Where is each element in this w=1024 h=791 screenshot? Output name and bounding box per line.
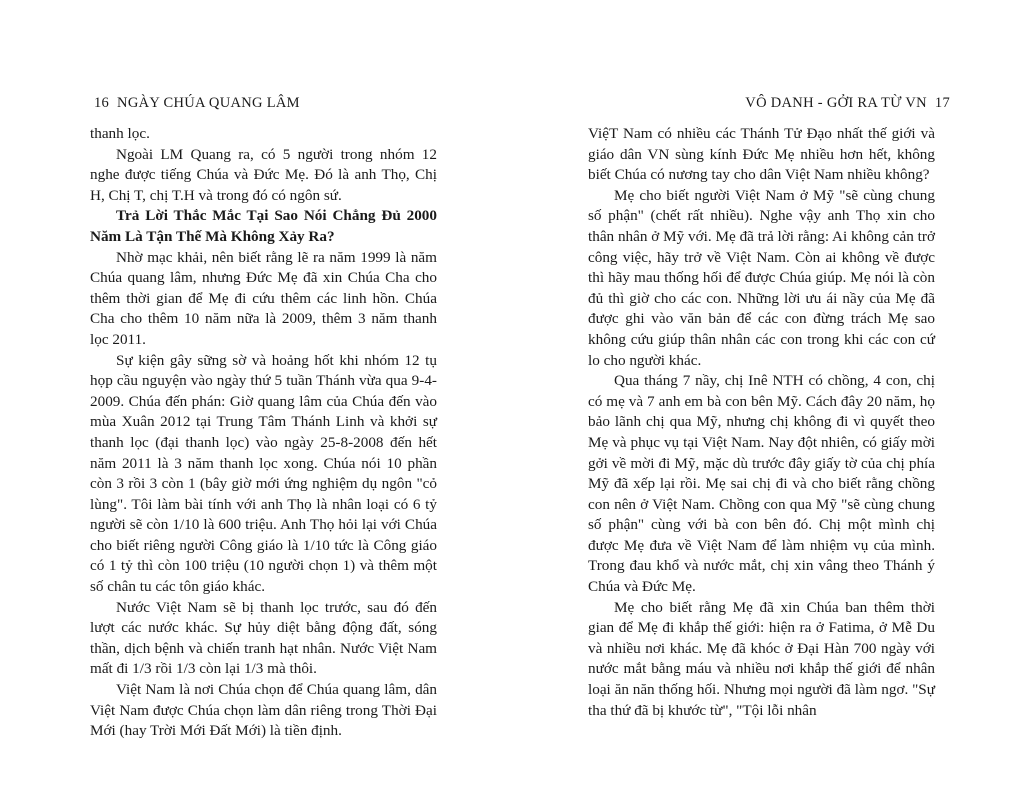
right-page-body <box>588 124 935 721</box>
right-page-header <box>745 95 954 112</box>
paragraph: Qua tháng 7 nầy, chị Inê NTH có chồng, 4 con, chị có mẹ và 7 anh em bà con bên Mỹ. Cách đây 20 năm, họ bảo lãnh chị qua Mỹ, nhưng chị không đi vì quyết theo Mẹ và phục vụ tại Việt Nam. Nay đột nhiên, có giấy mời gởi về mời đi Mỹ, mặc dù trước đây giấy tờ của chị phía Mỹ đã xếp lại rồi. Mẹ sai chị đi và cho biết rằng chồng con nên ở Việt Nam. Chồng con qua Mỹ "sẽ cùng chung số phận" cùng với bà con bên đó. Chị một mình chị được Mẹ đưa về Việt Nam để làm nhiệm vụ của mình. Trong đau khổ và nước mắt, chị xin vâng theo Thánh ý Chúa và Đức Mẹ. <box>588 372 935 596</box>
section-heading: Trả Lời Thắc Mắc Tại Sao Nói Chẳng Đủ 2000 Năm Là Tận Thế Mà Không Xảy Ra? <box>90 207 437 245</box>
left-page-header <box>90 95 300 112</box>
left-page-running-title: NGÀY CHÚA QUANG LÂM <box>117 95 300 111</box>
paragraph: Ngoài LM Quang ra, có 5 người trong nhóm 12 nghe được tiếng Chúa và Đức Mẹ. Đó là anh Thọ, Chị H, Chị T, chị T.H và trong đó có ngôn sứ. <box>90 145 437 204</box>
paragraph: thanh lọc. <box>90 125 150 142</box>
paragraph: Mẹ cho biết người Việt Nam ở Mỹ "sẽ cùng chung số phận" (chết rất nhiều). Nghe vậy anh Thọ xin cho thân nhân ở Mỹ với. Mẹ đã trả lời rằng: Ai không cản trở công việc, hãy trở về Việt Nam. Còn ai không về được thì hãy mau thống hối để được Chúa giúp. Mẹ nói là còn đủ thì giờ cho các con. Những lời ưu ái nầy của Mẹ đã được ghi vào văn bản để các con đừng trách Mẹ sao không cứu giúp thân nhân các con trong khi các con cứ lo cho người khác. <box>588 186 935 369</box>
right-page <box>512 0 1024 791</box>
right-page-running-title: VÔ DANH - GỞI RA TỪ VN <box>745 95 927 111</box>
paragraph: Nhờ mạc khải, nên biết rằng lẽ ra năm 1999 là năm Chúa quang lâm, nhưng Đức Mẹ đã xin Chúa Cha cho thêm thời gian để Mẹ đi cứu thêm các linh hồn. Chúa Cha cho thêm 10 năm nữa là 2009, thêm 3 năm thanh lọc 2011. <box>90 248 437 348</box>
paragraph: Nước Việt Nam sẽ bị thanh lọc trước, sau đó đến lượt các nước khác. Sự hủy diệt bằng động đất, sóng thần, dịch bệnh và chiến tranh hạt nhân. Nước Việt Nam mất đi 1/3 rồi 1/3 còn lại 1/3 mà thôi. <box>90 598 437 678</box>
paragraph: Mẹ cho biết rằng Mẹ đã xin Chúa ban thêm thời gian để Mẹ đi khắp thế giới: hiện ra ở Fatima, ở Mễ Du và nhiều nơi khác. Mẹ đã khóc ở Đại Hàn 700 ngày với nước mắt bằng máu và nhiều nơi khắp thế giới để nhân loại ăn năn thống hối. Nhưng mọi người đã làm ngơ. "Sự tha thứ đã bị khước từ", "Tội lỗi nhân <box>588 598 935 719</box>
left-page-body <box>90 124 437 742</box>
left-page-number: 16 <box>94 95 110 111</box>
right-page-number: 17 <box>934 95 950 111</box>
paragraph: ViệT Nam có nhiều các Thánh Tử Đạo nhất thế giới và giáo dân VN sùng kính Đức Mẹ nhiều hơn hết, không biết Chúa có nương tay cho dân Việt Nam nhiều không? <box>588 125 935 184</box>
paragraph: Sự kiện gây sững sờ và hoảng hốt khi nhóm 12 tụ họp cầu nguyện vào ngày thứ 5 tuần Thánh vừa qua 9-4-2009. Chúa đến phán: Giờ quang lâm của Chúa đến vào mùa Xuân 2012 tại Trung Tâm Thánh Linh và khởi sự thanh lọc (đại thanh lọc) vào ngày 25-8-2008 đến hết năm 2011 là 3 năm thanh lọc xong. Chúa nói 10 phần còn 3 rồi 3 còn 1 (bây giờ mới ứng nghiệm dụ ngôn "cỏ lùng". Tôi làm bài tính với anh Thọ là nhân loại có 6 tỷ người sẽ còn 1/10 là 600 triệu. Anh Thọ hỏi lại với Chúa cho biết riêng người Công giáo là 1/10 tức là Công giáo có 1 tỷ thì còn 100 triệu (10 người chọn 1) và thêm một số chân tu các tôn giáo khác. <box>90 351 437 596</box>
paragraph: Việt Nam là nơi Chúa chọn để Chúa quang lâm, dân Việt Nam được Chúa chọn làm dân riêng trong Thời Đại Mới (hay Trời Mới Đất Mới) là tiền định. <box>90 681 437 740</box>
